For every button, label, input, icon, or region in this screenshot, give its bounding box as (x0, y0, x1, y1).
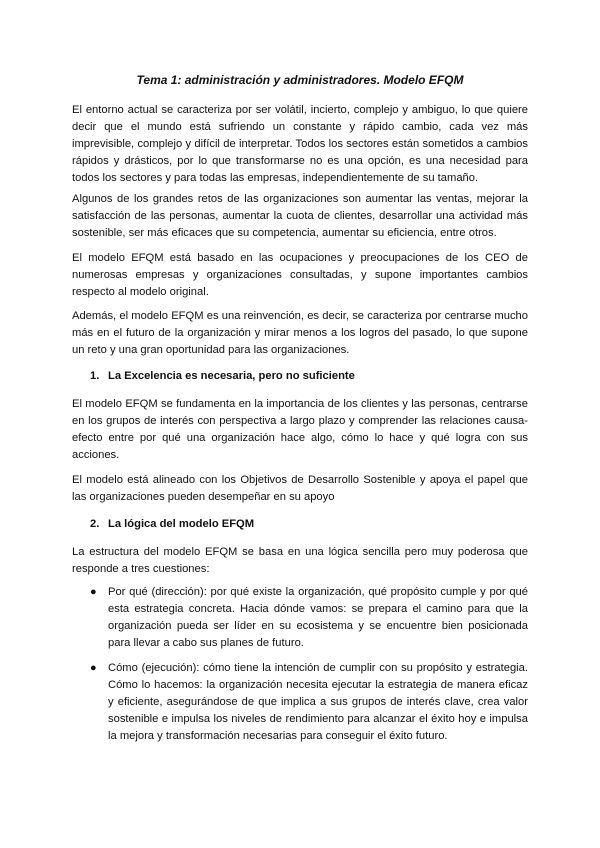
intro-paragraph-3: El modelo EFQM está basado en las ocupaciones y preocupaciones de los CEO de numerosas empresas y organizaciones consultadas, y supone importantes cambios respecto al modelo original. (72, 252, 528, 298)
section-1-paragraph-2: El modelo está alineado con los Objetivos de Desarrollo Sostenible y apoya el papel que las organizaciones pueden desempeñar en su apoyo (72, 474, 528, 503)
section-1-paragraph-1: El modelo EFQM se fundamenta en la importancia de los clientes y las personas, centrarse en los grupos de interés con perspectiva a largo plazo y comprender las relaciones causa-efecto entre por qué una organización hace algo, cómo lo hace y qué logra con sus acciones. (72, 398, 528, 461)
section-2-heading (90, 516, 254, 533)
bullet-text-ejecucion: Cómo (ejecución): cómo tiene la intención de cumplir con su propósito y estrategia. Cómo lo hacemos: la organización necesita ejecutar la estrategia de manera eficaz y eficiente, asegurándose de que implica a sus grupos de interés clave, crea valor sostenible e impulsa los niveles de rendimiento para alcanzar el éxito hoy e impulsa la mejora y transformación necesarias para conseguir el éxito futuro. (108, 662, 528, 742)
section-1-heading (90, 368, 355, 385)
intro-paragraph-4: Además, el modelo EFQM es una reinvención, es decir, se caracteriza por centrarse mucho más en el futuro de la organización y mirar menos a los logros del pasado, lo que supone un reto y una gran oportunidad para las organizaciones. (72, 310, 528, 356)
document-title: Tema 1: administración y administradores. Modelo EFQM (136, 73, 464, 87)
intro-paragraph-1: El entorno actual se caracteriza por ser volátil, incierto, complejo y ambiguo, lo que quiere decir que el mundo está sufriendo un constante y rápido cambio, cada vez más imprevisible, complejo y difícil de interpretar. Todos los sectores están sometidos a cambios rápidos y drásticos, por lo que transformarse no es una opción, es una necesidad para todos los sectores y para todas las empresas, independientemente de su tamaño. (72, 104, 528, 184)
bullet-text-direccion: Por qué (dirección): por qué existe la organización, qué propósito cumple y por qué esta estrategia concreta. Hacia dónde vamos: se prepara el camino para que la organización pueda ser líder en su ecosistema y se encuentre bien posicionada para llevar a cabo sus planes de futuro. (108, 586, 528, 649)
section-2-number: 2. (90, 518, 100, 530)
section-1-title: La Excelencia es necesaria, pero no suficiente (108, 370, 355, 382)
bullet-icon: ● (90, 586, 97, 598)
bullet-icon: ● (90, 662, 97, 674)
section-2-title: La lógica del modelo EFQM (108, 518, 255, 530)
section-1-number: 1. (90, 370, 100, 382)
section-2-paragraph: La estructura del modelo EFQM se basa en una lógica sencilla pero muy poderosa que responde a tres cuestiones: (72, 546, 528, 575)
intro-paragraph-2: Algunos de los grandes retos de las organizaciones son aumentar las ventas, mejorar la satisfacción de las personas, aumentar la cuota de clientes, desarrollar una actividad más sostenible, ser más eficaces que su competencia, aumentar su eficiencia, entre otros. (72, 193, 528, 239)
